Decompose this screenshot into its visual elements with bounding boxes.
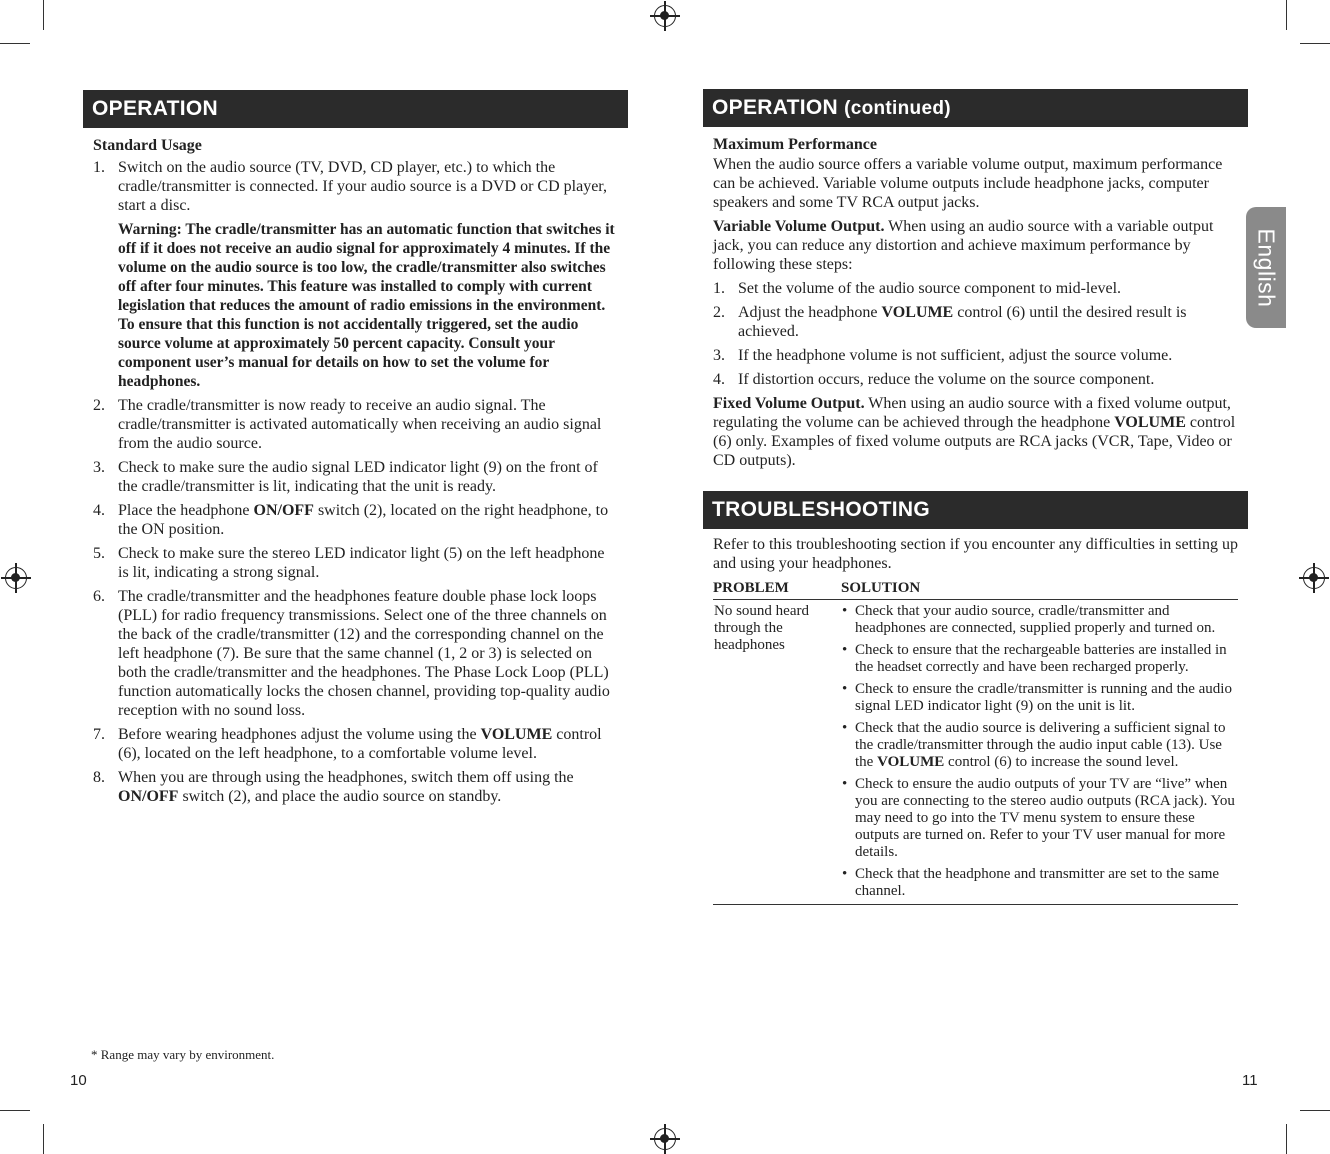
list-item: 1. Set the volume of the audio source component to mid-level.	[713, 280, 1122, 297]
right-page	[703, 89, 1248, 905]
solution-item: • Check to ensure the audio outputs of your TV are “live” when you are connecting to the stereo audio outputs (RCA jack). You may need to go into the TV menu system to ensure these outputs are turned on. Refer to your TV user manual for more details.	[842, 776, 1237, 861]
list-item: 8. When you are through using the headphones, switch them off using the ON/OFF switch (2), and place the audio source on standby.	[93, 769, 574, 805]
troubleshooting-section	[703, 491, 1248, 905]
footnote: * Range may vary by environment.	[91, 1047, 275, 1062]
table-row	[713, 600, 1238, 905]
section-title-operation-continued: OPERATION (continued)	[703, 89, 1248, 127]
solution-item: • Check that your audio source, cradle/transmitter and headphones are connected, supplied properly and turned on.	[842, 603, 1237, 637]
list-item: 2. Adjust the headphone VOLUME control (6) until the desired result is achieved.	[713, 304, 1187, 340]
problem-cell: No sound heard through the headphones	[713, 600, 841, 905]
crop-mark	[0, 43, 30, 44]
list-item: 4. Place the headphone ON/OFF switch (2), located on the right headphone, to the ON position.	[93, 502, 609, 538]
page-number-right: 11	[1242, 1072, 1258, 1089]
column-header-problem: PROBLEM	[713, 578, 841, 600]
list-item: 4. If distortion occurs, reduce the volume on the source component.	[713, 371, 1155, 388]
crop-mark	[1300, 1110, 1330, 1111]
troubleshooting-content	[703, 535, 1248, 905]
list-item: 6. The cradle/transmitter and the headphones feature double phase lock loops (PLL) for radio frequency transmissions. Select one of the three channels on the back of the cradle/transmitter (12) and the corresponding channel on the left headphone (7). Be sure that the same channel (1, 2 or 3) is selected on both the cradle/transmitter and the headphones. The Phase Lock Loop (PLL) function automatically locks the chosen channel, providing top-quality audio reception with no sound loss.	[93, 588, 610, 719]
registration-mark-icon	[5, 567, 27, 589]
solution-cell	[841, 600, 1238, 905]
warning-text: Warning: The cradle/transmitter has an automatic function that switches it off if it does not receive an audio signal for approximately 4 minutes. If the volume on the audio source is too low, the cradle/transmitter also switches off after four minutes. This feature was installed to comply with current legislation that reduces the amount of radio emissions in the environment. To ensure that this function is not accidentally triggered, set the audio source volume at approximately 50 percent capacity. Consult your component user’s manual for details on how to set the volume for headphones.	[118, 221, 615, 390]
left-page	[83, 90, 628, 811]
solution-item: • Check to ensure that the rechargeable batteries are installed in the headset correctly and have been recharged properly.	[842, 642, 1237, 676]
list-item: 3. If the headphone volume is not sufficient, adjust the source volume.	[713, 347, 1173, 364]
solution-item: • Check that the headphone and transmitter are set to the same channel.	[842, 866, 1237, 900]
variable-volume-steps	[713, 279, 1238, 389]
registration-mark-icon	[654, 1128, 676, 1150]
section-title-operation: OPERATION	[83, 90, 628, 128]
maximum-performance-text: When the audio source offers a variable volume output, maximum performance can be achieved. Variable volume outputs include headphone jacks, computer speakers and some TV RCA output jacks.	[713, 156, 1223, 211]
fixed-volume-paragraph: Fixed Volume Output. When using an audio source with a fixed volume output, regulating the volume can be achieved through the headphone VOLUME control (6) only. Examples of fixed volume outputs are RCA jacks (VCR, Tape, Video or CD outputs).	[713, 395, 1236, 469]
crop-mark	[1300, 43, 1330, 44]
list-item: 3. Check to make sure the audio signal LED indicator light (9) on the front of the cradle/transmitter is lit, indicating that the unit is ready.	[93, 459, 598, 495]
list-item: 2. The cradle/transmitter is now ready to receive an audio signal. The cradle/transmitter is activated automatically when receiving an audio signal from the audio source.	[93, 397, 602, 452]
crop-mark	[1286, 1124, 1287, 1154]
column-header-solution: SOLUTION	[841, 578, 1238, 600]
crop-mark	[43, 0, 44, 30]
registration-mark-icon	[1303, 567, 1325, 589]
crop-mark	[0, 1110, 30, 1111]
standard-usage-steps	[93, 158, 618, 215]
language-tab-english: English	[1246, 207, 1286, 328]
crop-mark	[1286, 0, 1287, 30]
operation-continued-content	[703, 135, 1248, 470]
table-header-row	[713, 578, 1238, 600]
subheading-standard-usage: Standard Usage	[93, 137, 202, 154]
subheading-maximum-performance: Maximum Performance	[713, 136, 877, 153]
page-number-left: 10	[70, 1072, 87, 1089]
solution-item: • Check to ensure the cradle/transmitter is running and the audio signal LED indicator light (9) on the unit is lit.	[842, 681, 1237, 715]
troubleshooting-intro: Refer to this troubleshooting section if you encounter any difficulties in setting up and using your headphones.	[713, 536, 1238, 572]
crop-mark	[43, 1124, 44, 1154]
operation-content	[83, 136, 628, 806]
registration-mark-icon	[654, 5, 676, 27]
list-item: 7. Before wearing headphones adjust the volume using the VOLUME control (6), located on the left headphone, to a comfortable volume level.	[93, 726, 602, 762]
variable-volume-paragraph: Variable Volume Output. When using an audio source with a variable output jack, you can reduce any distortion and achieve maximum performance by following these steps:	[713, 218, 1214, 273]
solution-item: • Check that the audio source is delivering a sufficient signal to the cradle/transmitter through the audio input cable (13). Use the VOLUME control (6) to increase the sound level.	[842, 720, 1237, 771]
list-item: 5. Check to make sure the stereo LED indicator light (5) on the left headphone is lit, indicating a strong signal.	[93, 545, 605, 581]
standard-usage-steps-continued	[93, 396, 618, 806]
section-title-troubleshooting: TROUBLESHOOTING	[703, 491, 1248, 529]
troubleshooting-table	[713, 578, 1238, 905]
list-item: 1. Switch on the audio source (TV, DVD, CD player, etc.) to which the cradle/transmitter is connected. If your audio source is a DVD or CD player, start a disc.	[93, 159, 607, 214]
